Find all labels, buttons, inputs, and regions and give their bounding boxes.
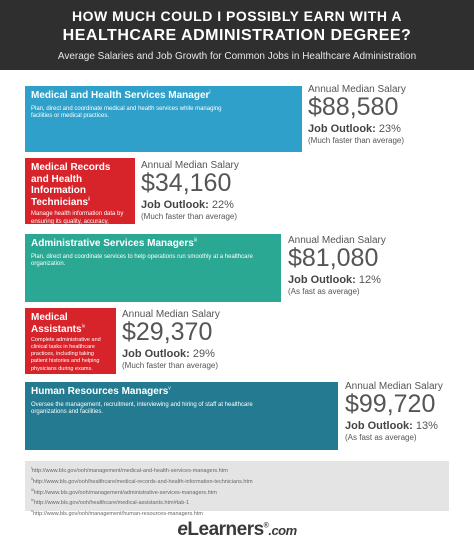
job-outlook-note: (As fast as average) bbox=[345, 433, 417, 442]
footnotes-box bbox=[25, 461, 449, 518]
salary-label: Annual Median Salary bbox=[308, 84, 406, 95]
salary-value: $99,720 bbox=[345, 390, 436, 418]
job-title: Human Resources Managers$^v$ bbox=[31, 385, 171, 397]
job-stats-medical-assistants bbox=[122, 309, 220, 370]
salary-label: Annual Median Salary bbox=[122, 309, 220, 320]
job-title: Medical Assistants$^{iv}$ bbox=[31, 312, 86, 335]
headline-line-2: HEALTHCARE ADMINISTRATION DEGREE? bbox=[62, 27, 412, 44]
job-outlook-note: (Much faster than average) bbox=[122, 361, 219, 370]
salary-value: $29,370 bbox=[122, 318, 213, 346]
footnote: $^i$http://www.bls.gov/ooh/management/medical-and-health-services-managers.htm bbox=[31, 465, 228, 474]
salary-value: $88,580 bbox=[308, 93, 399, 121]
header-banner bbox=[0, 0, 474, 70]
footnote: $^{iii}$http://www.bls.gov/ooh/management/administrative-services-managers.htm bbox=[31, 486, 217, 496]
job-outlook: Job Outlook: 22% bbox=[141, 199, 234, 211]
salary-value: $81,080 bbox=[288, 244, 379, 272]
salary-label: Annual Median Salary bbox=[345, 381, 443, 392]
job-stats-administrative-services bbox=[288, 235, 386, 296]
job-title: Medical Records and Health Information Technicians$^{ii}$ bbox=[31, 162, 111, 208]
job-stats-medical-records bbox=[141, 160, 239, 221]
job-outlook-note: (Much faster than average) bbox=[141, 212, 238, 221]
footnote: $^{iv}$http://www.bls.gov/ooh/healthcare/medical-assistants.htm#tab-1 bbox=[31, 497, 190, 507]
job-card-administrative-services bbox=[25, 234, 281, 302]
salary-value: $34,160 bbox=[141, 169, 232, 197]
job-title: Administrative Services Managers$^{iii}$ bbox=[31, 237, 198, 249]
footnote: $^{ii}$http://www.bls.gov/ooh/healthcare/medical-records-and-health-information-technicians.htm bbox=[31, 475, 253, 485]
job-card-medical-health-services bbox=[25, 86, 302, 152]
job-outlook: Job Outlook: 23% bbox=[308, 123, 401, 135]
job-card-human-resources bbox=[25, 382, 338, 450]
job-card-medical-assistants bbox=[25, 308, 116, 374]
job-outlook-note: (As fast as average) bbox=[288, 287, 360, 296]
job-stats-human-resources bbox=[345, 381, 443, 442]
headline-line-1: HOW MUCH COULD I POSSIBLY EARN WITH A bbox=[72, 8, 402, 24]
job-outlook: Job Outlook: 13% bbox=[345, 420, 438, 432]
job-card-medical-records bbox=[25, 158, 135, 233]
job-outlook-note: (Much faster than average) bbox=[308, 136, 405, 145]
job-description: Complete administrative and clinical tasks in healthcare practices, including taking patient histories and helping physicians during exams. bbox=[31, 337, 101, 372]
job-description: Plan, direct and coordinate services to help operations run smoothly at a healthcare organization. bbox=[31, 253, 253, 268]
job-stats-medical-health-services bbox=[308, 84, 406, 145]
job-description: Oversee the management, recruitment, interviewing and hiring of staff at healthcare organizations and facilities. bbox=[31, 401, 253, 416]
job-outlook: Job Outlook: 12% bbox=[288, 274, 381, 286]
footnote: $^v$http://www.bls.gov/ooh/management/human-resources-managers.htm bbox=[31, 508, 203, 518]
job-title: Medical and Health Services Manager$^i$ bbox=[31, 89, 211, 101]
job-description: Plan, direct and coordinate medical and health services while managing facilities or medical practices. bbox=[31, 105, 222, 120]
salary-label: Annual Median Salary bbox=[141, 160, 239, 171]
elearners-logo: eLearners®.com bbox=[177, 519, 297, 540]
job-description: Manage health information data by ensuring its quality, accuracy, accessibility and security. bbox=[31, 211, 124, 233]
salary-label: Annual Median Salary bbox=[288, 235, 386, 246]
headline-subtitle: Average Salaries and Job Growth for Common Jobs in Healthcare Administration bbox=[57, 51, 417, 62]
job-outlook: Job Outlook: 29% bbox=[122, 348, 215, 360]
